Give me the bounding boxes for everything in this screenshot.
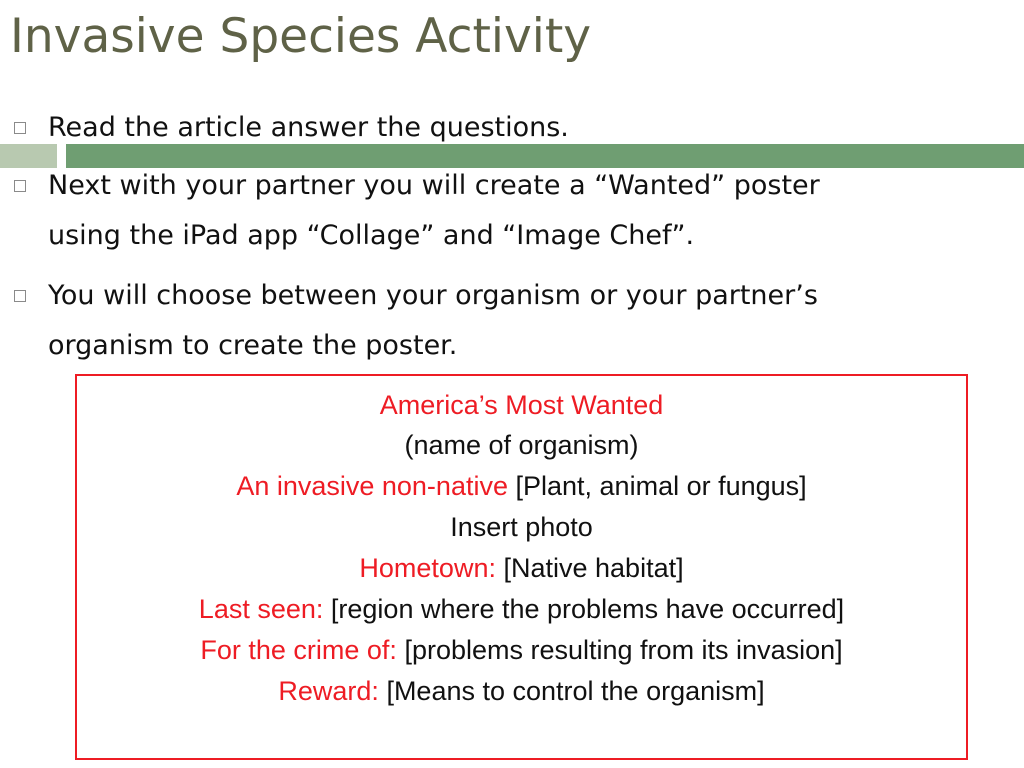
bullet-3-line-1: You will choose between your organism or your partner’s xyxy=(48,280,818,311)
poster-row-label: For the crime of: xyxy=(200,635,397,665)
poster-row-last-seen xyxy=(77,589,966,629)
poster-row-label: Hometown: xyxy=(359,553,496,583)
poster-row-value: [region where the problems have occurred] xyxy=(330,594,845,624)
poster-heading: America’s Most Wanted xyxy=(379,390,664,420)
poster-row-label: Last seen: xyxy=(198,594,324,624)
poster-row-label: An invasive non-native xyxy=(236,471,508,501)
bullet-square-icon xyxy=(14,180,26,192)
poster-row-photo xyxy=(77,507,966,547)
bullet-3-line-2: organism to create the poster. xyxy=(48,330,458,361)
poster-row-hometown xyxy=(77,548,966,588)
bullet-2-line-2: using the iPad app “Collage” and “Image Chef”. xyxy=(48,220,695,251)
slide-title: Invasive Species Activity xyxy=(10,9,592,64)
wanted-poster-box xyxy=(75,374,968,760)
poster-row-type xyxy=(77,466,966,506)
poster-row-reward xyxy=(77,671,966,711)
poster-subheading: (name of organism) xyxy=(404,430,639,460)
poster-row-crime xyxy=(77,630,966,670)
bullet-square-icon xyxy=(14,122,26,134)
poster-row-label: Reward: xyxy=(278,676,379,706)
poster-row-value: [Means to control the organism] xyxy=(386,676,765,706)
bullet-1-line-1: Read the article answer the questions. xyxy=(48,112,569,143)
bullet-2-line-1: Next with your partner you will create a “Wanted” poster xyxy=(48,170,820,201)
poster-row-value: [Plant, animal or fungus] xyxy=(515,471,807,501)
poster-row-value: [Native habitat] xyxy=(503,553,684,583)
poster-row-value: Insert photo xyxy=(450,512,593,542)
poster-row-value: [problems resulting from its invasion] xyxy=(404,635,843,665)
bullet-square-icon xyxy=(14,290,26,302)
